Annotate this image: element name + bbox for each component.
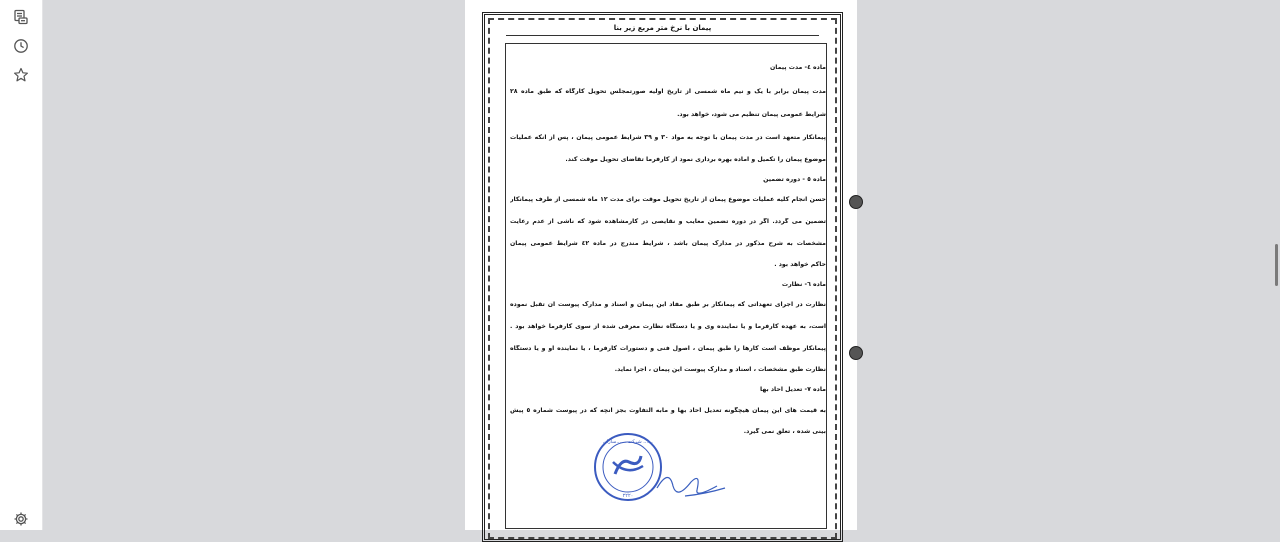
page-header: پیمان با نرخ متر مربع زیر بنا: [506, 21, 819, 36]
history-icon[interactable]: [11, 36, 31, 56]
paragraph-line: مدت پیمان برابر با یک و نیم ماه شمسی از تاریخ اولیه صورتمجلس تحویل کارگاه که طبق ماده ۲۸: [510, 88, 826, 95]
heading-article-5: ماده ٥ - دوره تضمین: [763, 176, 826, 183]
paragraph-line: نظارت طبق مشخصات ، اسناد و مدارک پیوست این پیمان ، اجرا نماید.: [614, 366, 826, 373]
paragraph-line: نظارت در اجرای تعهداتی که پیمانکار بر طبق مفاد این پیمان و اسناد و مدارک پیوست آن تقبل نموده: [510, 301, 826, 308]
outline-icon[interactable]: [11, 7, 31, 27]
text-body: [505, 43, 827, 529]
star-icon[interactable]: [11, 65, 31, 85]
paragraph-line: مشخصات به شرح مذکور در مدارک پیمان باشد ، شرایط مندرج در ماده ٤٢ شرایط عمومی پیمان: [510, 240, 826, 247]
scrollbar-thumb[interactable]: [1275, 244, 1278, 286]
company-stamp: [593, 432, 663, 502]
paragraph-line: پیمانکار متعهد است در مدت پیمان با توجه به مواد ۳۰ و ۳۹ شرایط عمومی پیمان ، پس از آنکه عملیات: [510, 134, 826, 141]
sidebar: [0, 0, 43, 530]
binder-hole: [849, 346, 863, 360]
paragraph-line: حاکم خواهد بود .: [774, 261, 826, 268]
binder-hole: [849, 195, 863, 209]
heading-article-6: ماده ٦- نظارت: [781, 281, 826, 288]
stamp-number: ۲۲۲۰: [622, 493, 634, 499]
paragraph-line: شرایط عمومی پیمان تنظیم می شود، خواهد بود.: [677, 111, 826, 118]
heading-article-4: ماده ٤- مدت پیمان: [769, 64, 826, 71]
paragraph-line: بینی شده ، تعلق نمی گیرد.: [743, 428, 826, 435]
paragraph-line: حسن انجام کلیه عملیات موضوع پیمان از تاریخ تحویل موقت برای مدت ۱۲ ماه شمسی از طرف پیمانکار: [510, 196, 826, 203]
paragraph-line: است، به عهده کارفرما و یا نماینده وی و یا دستگاه نظارت معرفی شده از سوی کارفرما خواهد بود .: [510, 323, 826, 330]
paragraph-line: موضوع پیمان را تکمیل و آماده بهره برداری نمود از کارفرما تقاضای تحویل موقت کند.: [565, 156, 826, 163]
settings-icon[interactable]: [11, 509, 31, 529]
paragraph-line: به قیمت های این پیمان هیچگونه تعدیل آحاد بها و مابه التفاوت بجز آنچه که در پیوست شماره ٥ پیش: [510, 407, 826, 414]
signature: [655, 462, 735, 502]
stamp-text: شرکت ......سازان ......: [603, 439, 653, 445]
heading-article-7: ماده ۷- تعدیل آحاد بها: [760, 386, 826, 393]
document-page: [465, 0, 857, 530]
paragraph-line: پیمانکار موظف است کارها را طبق پیمان ، اصول فنی و دستورات کارفرما ، یا نماینده او و یا دستگاه: [510, 345, 826, 352]
paragraph-line: تضمین می گردد. اگر در دوره تضمین معایب و نقایصی در کارمشاهده شود که ناشی از عدم رعایت: [510, 218, 826, 225]
document-viewer[interactable]: [43, 0, 1280, 530]
